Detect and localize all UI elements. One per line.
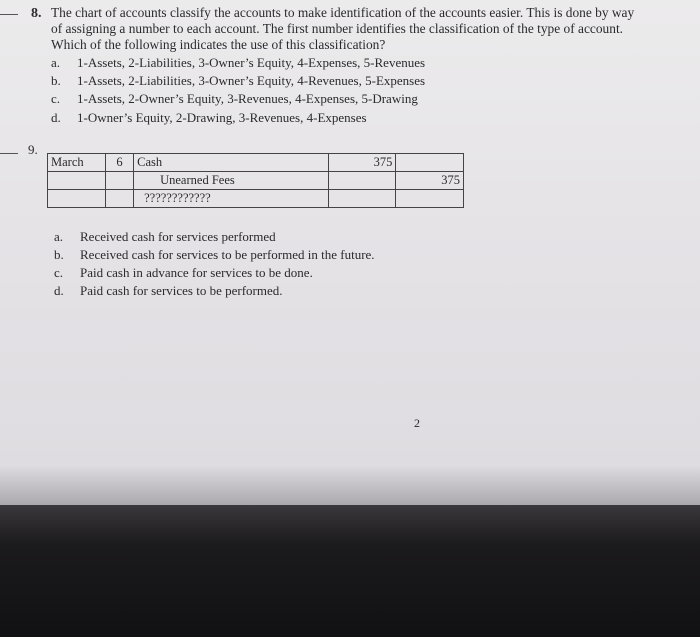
question-8-text-line: Which of the following indicates the use of this classification? — [51, 37, 386, 52]
question-8-number: 8. — [31, 6, 42, 21]
option-letter: a. — [51, 55, 61, 70]
month-cell: March — [48, 154, 106, 172]
option-letter: c. — [54, 265, 64, 280]
debit-cell — [328, 172, 396, 190]
credit-cell — [396, 154, 464, 172]
margin-mark — [0, 153, 18, 154]
day-cell — [105, 190, 133, 208]
question-9-option-d — [54, 283, 283, 299]
option-letter: b. — [51, 73, 61, 88]
option-text: 1-Assets, 2-Owner’s Equity, 3-Revenues, 4-Expenses, 5-Drawing — [77, 91, 418, 106]
journal-entry-table — [47, 153, 464, 208]
option-text: 1-Assets, 2-Liabilities, 3-Owner’s Equity, 4-Revenues, 5-Expenses — [77, 73, 426, 88]
credit-cell — [396, 190, 464, 208]
month-cell — [48, 190, 106, 208]
option-letter: b. — [54, 247, 64, 262]
debit-cell: 375 — [328, 154, 396, 172]
question-9-option-b — [54, 247, 375, 263]
table-row — [48, 154, 464, 172]
table-row — [48, 172, 464, 190]
option-text: Received cash for services performed — [80, 229, 276, 244]
option-letter: a. — [54, 229, 64, 244]
day-cell: 6 — [105, 154, 133, 172]
day-cell — [105, 172, 133, 190]
background-surface — [0, 505, 700, 637]
question-8-option-c — [51, 91, 418, 107]
option-letter: d. — [51, 110, 61, 125]
question-8-text-line: of assigning a number to each account. The first number identifies the classification of the type of account. — [51, 21, 624, 36]
question-8-option-b — [51, 73, 425, 89]
option-text: Paid cash for services to be performed. — [80, 283, 283, 298]
page-number: 2 — [414, 416, 420, 430]
account-cell: Cash — [134, 154, 329, 172]
question-8-option-a — [51, 55, 425, 71]
option-text: 1-Assets, 2-Liabilities, 3-Owner’s Equity, 4-Expenses, 5-Revenues — [77, 55, 426, 70]
credit-cell: 375 — [396, 172, 464, 190]
month-cell — [48, 172, 106, 190]
table-row — [48, 190, 464, 208]
question-8-option-d — [51, 110, 367, 126]
option-text: Received cash for services to be performed in the future. — [80, 247, 375, 262]
option-letter: c. — [51, 91, 61, 106]
question-8-text-line: The chart of accounts classify the accounts to make identification of the accounts easier. This is done by way — [51, 5, 635, 20]
question-9-option-c — [54, 265, 313, 281]
margin-mark — [0, 14, 18, 15]
option-text: 1-Owner’s Equity, 2-Drawing, 3-Revenues, 4-Expenses — [77, 110, 367, 125]
question-9-option-a — [54, 229, 276, 245]
account-cell: ???????????? — [134, 190, 329, 208]
option-letter: d. — [54, 283, 64, 298]
debit-cell — [328, 190, 396, 208]
option-text: Paid cash in advance for services to be done. — [80, 265, 313, 280]
account-cell: Unearned Fees — [134, 172, 329, 190]
question-9-number: 9. — [28, 142, 38, 157]
